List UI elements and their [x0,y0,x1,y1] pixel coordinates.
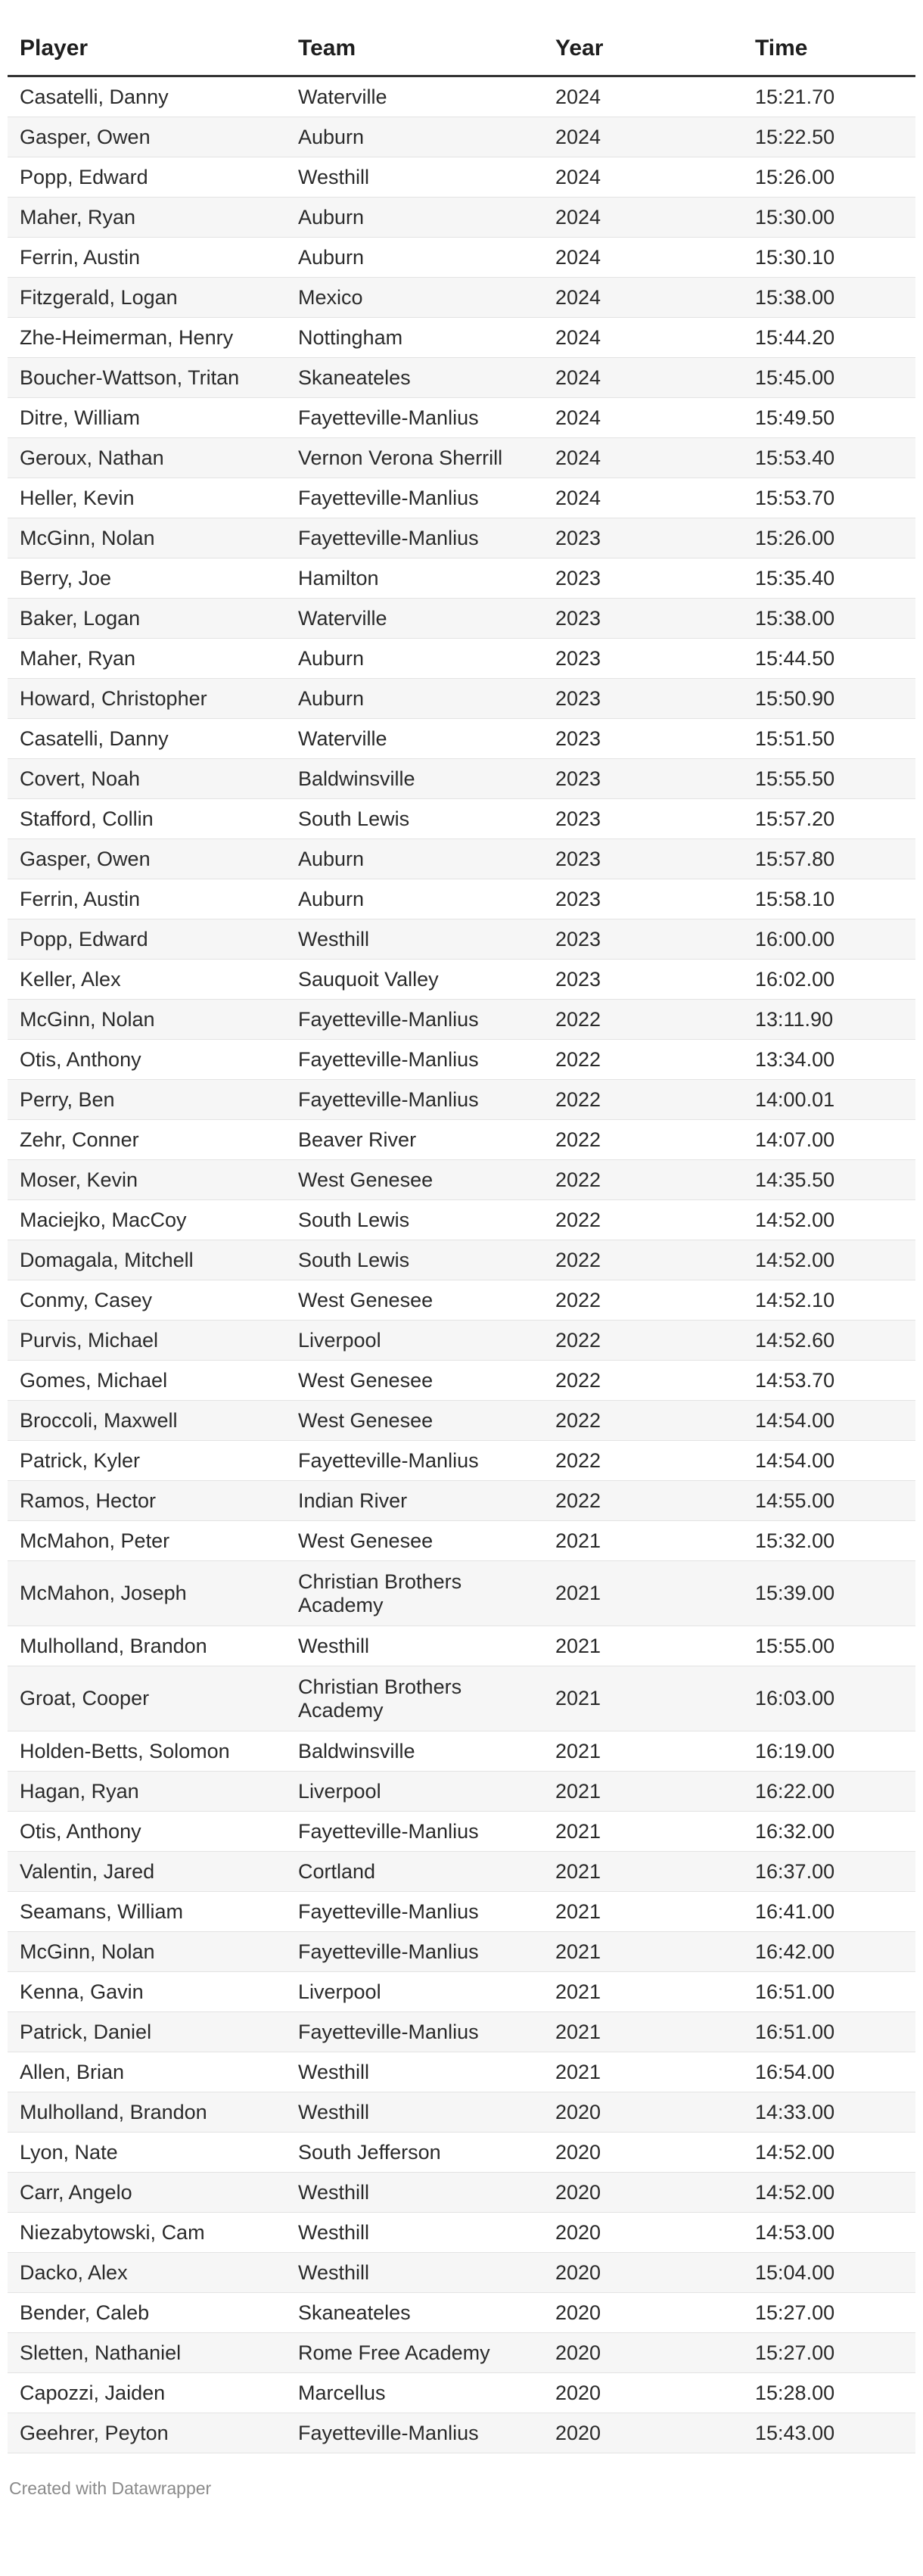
year-cell: 2024 [543,398,743,438]
year-cell: 2024 [543,278,743,318]
player-cell: Sletten, Nathaniel [8,2333,286,2373]
player-cell: Groat, Cooper [8,1666,286,1731]
team-cell: Skaneateles [286,358,543,398]
year-cell: 2021 [543,1892,743,1932]
team-cell: Fayetteville-Manlius [286,1892,543,1932]
team-cell: Westhill [286,157,543,198]
table-header [8,21,915,76]
time-cell: 15:55.50 [743,759,915,799]
player-cell: Hagan, Ryan [8,1772,286,1812]
team-cell: Baldwinsville [286,759,543,799]
time-cell: 15:50.90 [743,679,915,719]
team-cell: Fayetteville-Manlius [286,1812,543,1852]
table-row [8,1160,915,1200]
time-cell: 15:49.50 [743,398,915,438]
team-cell: Indian River [286,1481,543,1521]
player-cell: McGinn, Nolan [8,518,286,558]
player-cell: Baker, Logan [8,599,286,639]
results-table [8,21,915,2453]
player-cell: McMahon, Peter [8,1521,286,1561]
player-cell: Geroux, Nathan [8,438,286,478]
team-cell: Auburn [286,117,543,157]
table-row [8,1521,915,1561]
year-cell: 2023 [543,599,743,639]
player-cell: Maciejko, MacCoy [8,1200,286,1240]
time-cell: 15:04.00 [743,2253,915,2293]
player-cell: Seamans, William [8,1892,286,1932]
team-cell: Rome Free Academy [286,2333,543,2373]
player-cell: Maher, Ryan [8,198,286,238]
team-cell: Westhill [286,2173,543,2213]
table-row [8,1040,915,1080]
year-cell: 2022 [543,1321,743,1361]
year-cell: 2022 [543,1481,743,1521]
year-cell: 2023 [543,719,743,759]
time-cell: 15:58.10 [743,879,915,919]
time-cell: 13:11.90 [743,1000,915,1040]
year-cell: 2024 [543,438,743,478]
table-row [8,1561,915,1626]
time-cell: 15:30.00 [743,198,915,238]
time-cell: 16:51.00 [743,2012,915,2052]
player-cell: Covert, Noah [8,759,286,799]
team-cell: Skaneateles [286,2293,543,2333]
time-cell: 15:39.00 [743,1561,915,1626]
time-cell: 15:22.50 [743,117,915,157]
team-cell: Hamilton [286,558,543,599]
year-cell: 2024 [543,238,743,278]
team-cell: Auburn [286,839,543,879]
table-row [8,1666,915,1731]
team-cell: Baldwinsville [286,1731,543,1772]
team-cell: West Genesee [286,1361,543,1401]
player-cell: Mulholland, Brandon [8,1626,286,1666]
table-body [8,76,915,2453]
time-cell: 16:00.00 [743,919,915,960]
player-cell: Perry, Ben [8,1080,286,1120]
time-cell: 14:55.00 [743,1481,915,1521]
player-cell: Holden-Betts, Solomon [8,1731,286,1772]
time-cell: 14:54.00 [743,1401,915,1441]
year-cell: 2023 [543,679,743,719]
time-cell: 16:19.00 [743,1731,915,1772]
time-cell: 15:27.00 [743,2293,915,2333]
table-row [8,117,915,157]
datawrapper-credit[interactable]: Created with Datawrapper [9,2478,212,2498]
year-cell: 2022 [543,1120,743,1160]
time-cell: 14:52.10 [743,1280,915,1321]
year-cell: 2021 [543,1626,743,1666]
table-row [8,1000,915,1040]
team-cell: Fayetteville-Manlius [286,1932,543,1972]
team-cell: Fayetteville-Manlius [286,2413,543,2453]
table-row [8,2373,915,2413]
table-row [8,759,915,799]
year-cell: 2020 [543,2092,743,2133]
year-cell: 2023 [543,839,743,879]
year-cell: 2020 [543,2133,743,2173]
time-cell: 16:32.00 [743,1812,915,1852]
table-row [8,879,915,919]
team-cell: Auburn [286,198,543,238]
table-row [8,1892,915,1932]
team-cell: Westhill [286,2092,543,2133]
time-cell: 14:52.00 [743,1240,915,1280]
player-cell: Ramos, Hector [8,1481,286,1521]
table-row [8,2333,915,2373]
player-cell: Bender, Caleb [8,2293,286,2333]
team-cell: West Genesee [286,1160,543,1200]
year-cell: 2023 [543,639,743,679]
year-cell: 2020 [543,2213,743,2253]
table-row [8,558,915,599]
table-row [8,1932,915,1972]
year-cell: 2020 [543,2373,743,2413]
table-row [8,518,915,558]
player-cell: Stafford, Collin [8,799,286,839]
player-cell: Moser, Kevin [8,1160,286,1200]
year-cell: 2022 [543,1401,743,1441]
year-cell: 2020 [543,2253,743,2293]
team-cell: Fayetteville-Manlius [286,398,543,438]
player-cell: Otis, Anthony [8,1040,286,1080]
column-header-player[interactable]: Player [8,21,286,76]
time-cell: 15:32.00 [743,1521,915,1561]
year-cell: 2021 [543,2052,743,2092]
year-cell: 2023 [543,558,743,599]
year-cell: 2021 [543,1731,743,1772]
table-row [8,2052,915,2092]
year-cell: 2021 [543,2012,743,2052]
team-cell: Westhill [286,2253,543,2293]
time-cell: 16:03.00 [743,1666,915,1731]
time-cell: 15:28.00 [743,2373,915,2413]
player-cell: Boucher-Wattson, Tritan [8,358,286,398]
time-cell: 14:54.00 [743,1441,915,1481]
table-row [8,2293,915,2333]
time-cell: 14:52.00 [743,2173,915,2213]
player-cell: Gasper, Owen [8,839,286,879]
time-cell: 15:38.00 [743,278,915,318]
time-cell: 15:26.00 [743,518,915,558]
time-cell: 15:21.70 [743,76,915,117]
year-cell: 2022 [543,1441,743,1481]
time-cell: 16:42.00 [743,1932,915,1972]
team-cell: Fayetteville-Manlius [286,2012,543,2052]
team-cell: Fayetteville-Manlius [286,518,543,558]
time-cell: 14:52.00 [743,2133,915,2173]
year-cell: 2020 [543,2293,743,2333]
player-cell: Otis, Anthony [8,1812,286,1852]
player-cell: McMahon, Joseph [8,1561,286,1626]
year-cell: 2022 [543,1200,743,1240]
time-cell: 15:30.10 [743,238,915,278]
table-row [8,1080,915,1120]
table-row [8,1772,915,1812]
column-header-time[interactable]: Time [743,21,915,76]
year-cell: 2024 [543,318,743,358]
year-cell: 2024 [543,76,743,117]
table-row [8,1731,915,1772]
player-cell: Capozzi, Jaiden [8,2373,286,2413]
table-row [8,2133,915,2173]
year-cell: 2021 [543,1852,743,1892]
table-row [8,238,915,278]
player-cell: Mulholland, Brandon [8,2092,286,2133]
team-cell: South Jefferson [286,2133,543,2173]
player-cell: Lyon, Nate [8,2133,286,2173]
table-row [8,198,915,238]
player-cell: Conmy, Casey [8,1280,286,1321]
year-cell: 2024 [543,358,743,398]
time-cell: 15:26.00 [743,157,915,198]
year-cell: 2024 [543,157,743,198]
table-row [8,839,915,879]
year-cell: 2023 [543,759,743,799]
player-cell: Geehrer, Peyton [8,2413,286,2453]
team-cell: West Genesee [286,1280,543,1321]
player-cell: McGinn, Nolan [8,1000,286,1040]
time-cell: 15:53.70 [743,478,915,518]
table-row [8,76,915,117]
year-cell: 2021 [543,1666,743,1731]
table-row [8,2253,915,2293]
team-cell: Waterville [286,76,543,117]
table-row [8,1321,915,1361]
year-cell: 2021 [543,1812,743,1852]
table-row [8,1481,915,1521]
table-row [8,438,915,478]
table-row [8,639,915,679]
table-row [8,799,915,839]
player-cell: Berry, Joe [8,558,286,599]
player-cell: Broccoli, Maxwell [8,1401,286,1441]
team-cell: Vernon Verona Sherrill [286,438,543,478]
team-cell: Auburn [286,679,543,719]
time-cell: 16:02.00 [743,960,915,1000]
header-row [8,21,915,76]
year-cell: 2022 [543,1080,743,1120]
team-cell: Christian Brothers Academy [286,1561,543,1626]
time-cell: 16:51.00 [743,1972,915,2012]
year-cell: 2021 [543,1932,743,1972]
table-row [8,1401,915,1441]
player-cell: Ditre, William [8,398,286,438]
table-row [8,719,915,759]
time-cell: 14:33.00 [743,2092,915,2133]
player-cell: Gasper, Owen [8,117,286,157]
table-row [8,2092,915,2133]
time-cell: 15:51.50 [743,719,915,759]
table-row [8,398,915,438]
time-cell: 16:22.00 [743,1772,915,1812]
year-cell: 2020 [543,2333,743,2373]
team-cell: Cortland [286,1852,543,1892]
time-cell: 15:57.20 [743,799,915,839]
team-cell: South Lewis [286,799,543,839]
table-row [8,679,915,719]
time-cell: 14:07.00 [743,1120,915,1160]
time-cell: 15:44.20 [743,318,915,358]
table-row [8,1441,915,1481]
team-cell: Marcellus [286,2373,543,2413]
player-cell: Ferrin, Austin [8,879,286,919]
team-cell: Nottingham [286,318,543,358]
table-row [8,1852,915,1892]
team-cell: Fayetteville-Manlius [286,1000,543,1040]
player-cell: Patrick, Kyler [8,1441,286,1481]
time-cell: 15:45.00 [743,358,915,398]
team-cell: Liverpool [286,1772,543,1812]
year-cell: 2022 [543,1280,743,1321]
player-cell: Casatelli, Danny [8,719,286,759]
team-cell: South Lewis [286,1200,543,1240]
year-cell: 2022 [543,1000,743,1040]
team-cell: Auburn [286,639,543,679]
time-cell: 15:57.80 [743,839,915,879]
player-cell: Patrick, Daniel [8,2012,286,2052]
time-cell: 13:34.00 [743,1040,915,1080]
team-cell: Auburn [286,879,543,919]
time-cell: 15:43.00 [743,2413,915,2453]
table-row [8,2173,915,2213]
time-cell: 14:53.00 [743,2213,915,2253]
player-cell: Fitzgerald, Logan [8,278,286,318]
team-cell: Mexico [286,278,543,318]
table-row [8,1361,915,1401]
time-cell: 14:35.50 [743,1160,915,1200]
year-cell: 2023 [543,960,743,1000]
year-cell: 2020 [543,2413,743,2453]
player-cell: Zhe-Heimerman, Henry [8,318,286,358]
table-row [8,1626,915,1666]
player-cell: Carr, Angelo [8,2173,286,2213]
team-cell: Liverpool [286,1321,543,1361]
table-row [8,478,915,518]
player-cell: Popp, Edward [8,919,286,960]
player-cell: Zehr, Conner [8,1120,286,1160]
table-row [8,2213,915,2253]
table-row [8,1200,915,1240]
player-cell: Dacko, Alex [8,2253,286,2293]
year-cell: 2021 [543,1561,743,1626]
team-cell: West Genesee [286,1521,543,1561]
column-header-year[interactable]: Year [543,21,743,76]
year-cell: 2021 [543,1972,743,2012]
year-cell: 2021 [543,1521,743,1561]
team-cell: Liverpool [286,1972,543,2012]
player-cell: Ferrin, Austin [8,238,286,278]
player-cell: Popp, Edward [8,157,286,198]
time-cell: 16:54.00 [743,2052,915,2092]
year-cell: 2023 [543,518,743,558]
table-row [8,1280,915,1321]
year-cell: 2021 [543,1772,743,1812]
time-cell: 15:44.50 [743,639,915,679]
team-cell: Waterville [286,599,543,639]
player-cell: Casatelli, Danny [8,76,286,117]
player-cell: Valentin, Jared [8,1852,286,1892]
year-cell: 2022 [543,1361,743,1401]
team-cell: South Lewis [286,1240,543,1280]
team-cell: Christian Brothers Academy [286,1666,543,1731]
table-row [8,1120,915,1160]
year-cell: 2022 [543,1160,743,1200]
team-cell: West Genesee [286,1401,543,1441]
time-cell: 14:53.70 [743,1361,915,1401]
table-row [8,318,915,358]
year-cell: 2023 [543,799,743,839]
player-cell: Domagala, Mitchell [8,1240,286,1280]
team-cell: Westhill [286,1626,543,1666]
player-cell: McGinn, Nolan [8,1932,286,1972]
year-cell: 2020 [543,2173,743,2213]
player-cell: Kenna, Gavin [8,1972,286,2012]
table-row [8,2413,915,2453]
team-cell: Westhill [286,2052,543,2092]
time-cell: 16:41.00 [743,1892,915,1932]
player-cell: Maher, Ryan [8,639,286,679]
time-cell: 15:38.00 [743,599,915,639]
time-cell: 14:00.01 [743,1080,915,1120]
table-row [8,2012,915,2052]
team-cell: Fayetteville-Manlius [286,1080,543,1120]
player-cell: Niezabytowski, Cam [8,2213,286,2253]
column-header-team[interactable]: Team [286,21,543,76]
player-cell: Purvis, Michael [8,1321,286,1361]
year-cell: 2023 [543,879,743,919]
year-cell: 2022 [543,1240,743,1280]
table-row [8,278,915,318]
year-cell: 2024 [543,198,743,238]
time-cell: 15:27.00 [743,2333,915,2373]
team-cell: Fayetteville-Manlius [286,1441,543,1481]
table-row [8,919,915,960]
player-cell: Keller, Alex [8,960,286,1000]
team-cell: Westhill [286,2213,543,2253]
team-cell: Auburn [286,238,543,278]
team-cell: Beaver River [286,1120,543,1160]
player-cell: Heller, Kevin [8,478,286,518]
team-cell: Waterville [286,719,543,759]
table-row [8,599,915,639]
year-cell: 2024 [543,117,743,157]
table-row [8,960,915,1000]
time-cell: 15:55.00 [743,1626,915,1666]
player-cell: Gomes, Michael [8,1361,286,1401]
year-cell: 2023 [543,919,743,960]
team-cell: Westhill [286,919,543,960]
player-cell: Howard, Christopher [8,679,286,719]
time-cell: 15:35.40 [743,558,915,599]
table-row [8,1240,915,1280]
year-cell: 2022 [543,1040,743,1080]
time-cell: 14:52.60 [743,1321,915,1361]
team-cell: Fayetteville-Manlius [286,1040,543,1080]
table-row [8,157,915,198]
player-cell: Allen, Brian [8,2052,286,2092]
time-cell: 15:53.40 [743,438,915,478]
time-cell: 14:52.00 [743,1200,915,1240]
year-cell: 2024 [543,478,743,518]
table-row [8,1812,915,1852]
team-cell: Sauquoit Valley [286,960,543,1000]
time-cell: 16:37.00 [743,1852,915,1892]
table-row [8,1972,915,2012]
team-cell: Fayetteville-Manlius [286,478,543,518]
table-row [8,358,915,398]
